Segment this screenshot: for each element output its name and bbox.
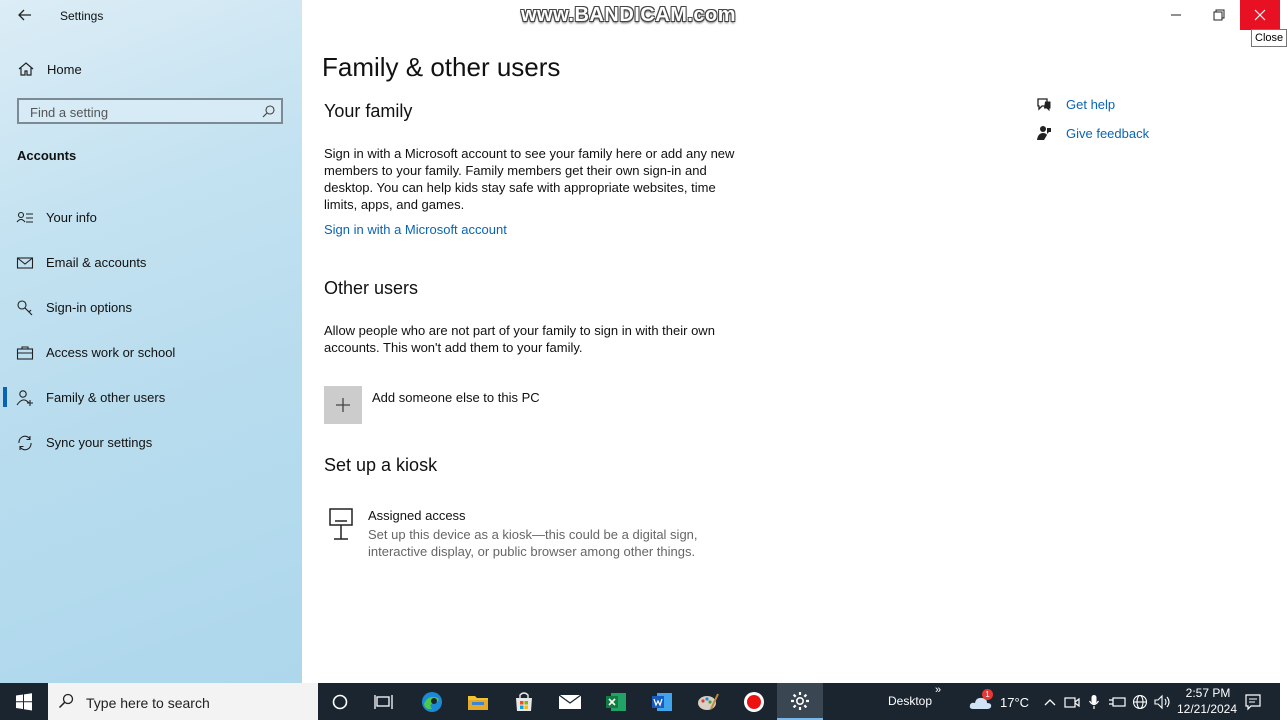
description-line: Sign in with a Microsoft account to see your family here or add any new — [324, 146, 735, 161]
sidebar-item-label: Family & other users — [46, 390, 166, 405]
mail-app-button[interactable] — [547, 683, 593, 720]
mail-icon — [558, 693, 582, 711]
assigned-access-description — [368, 526, 728, 560]
find-setting-box[interactable] — [17, 98, 283, 124]
briefcase-icon — [16, 344, 34, 362]
show-hidden-icons-button[interactable] — [1042, 683, 1058, 720]
add-user-button[interactable] — [324, 386, 362, 424]
minimize-icon — [1170, 9, 1182, 21]
clock-date[interactable]: 12/21/2024 — [1176, 702, 1238, 716]
record-icon — [743, 691, 765, 713]
sidebar-item-sign-in-options[interactable] — [0, 285, 302, 330]
description-line: interactive display, or public browser among other things. — [368, 544, 696, 559]
mail-icon — [16, 254, 34, 272]
task-view-icon — [374, 693, 394, 711]
power-button[interactable] — [1107, 683, 1127, 720]
back-arrow-icon[interactable] — [16, 6, 34, 24]
other-users-heading: Other users — [324, 278, 419, 298]
paint-button[interactable] — [685, 683, 731, 720]
close-tooltip: Close — [1251, 29, 1287, 47]
sidebar-item-label: Email & accounts — [46, 255, 147, 270]
cortana-icon — [331, 693, 349, 711]
battery-plug-icon — [1108, 695, 1126, 709]
sidebar-item-label: Sign-in options — [46, 300, 132, 315]
restore-button[interactable] — [1196, 0, 1241, 30]
key-icon — [16, 299, 34, 317]
recording-watermark: www.BANDICAM.com — [521, 4, 737, 26]
action-center-button[interactable] — [1242, 683, 1264, 720]
description-line: Set up this device as a kiosk—this could be a digital sign, — [368, 527, 698, 542]
weather-button[interactable] — [966, 683, 996, 720]
network-button[interactable] — [1130, 683, 1150, 720]
plus-icon — [335, 397, 351, 413]
sidebar-item-email-accounts[interactable] — [0, 240, 302, 285]
microphone-button[interactable] — [1085, 683, 1103, 720]
get-help-label[interactable]: Get help — [1066, 96, 1116, 112]
section-heading-accounts: Accounts — [17, 148, 77, 163]
chat-help-icon — [1036, 96, 1052, 112]
sidebar-item-label: Sync your settings — [46, 435, 153, 450]
meet-now-button[interactable] — [1063, 683, 1081, 720]
find-setting-input[interactable] — [28, 102, 262, 122]
description-line: desktop. You can help kids stay safe with appropriate websites, time — [324, 180, 716, 195]
feedback-icon — [1036, 125, 1052, 141]
kiosk-icon[interactable] — [328, 508, 354, 540]
kiosk-heading: Set up a kiosk — [324, 455, 438, 475]
file-explorer-icon — [467, 692, 489, 712]
sign-in-microsoft-link[interactable]: Sign in with a Microsoft account — [324, 222, 507, 237]
assigned-access-title[interactable]: Assigned access — [368, 508, 466, 523]
taskbar-search-input[interactable] — [84, 692, 308, 714]
cortana-button[interactable] — [317, 683, 363, 720]
word-button[interactable] — [639, 683, 685, 720]
task-view-button[interactable] — [361, 683, 407, 720]
chevron-up-icon — [1044, 697, 1056, 707]
sidebar-item-sync-settings[interactable] — [0, 420, 302, 465]
page-title: Family & other users — [322, 52, 561, 82]
settings-taskbar-button[interactable] — [777, 683, 823, 720]
edge-icon — [420, 690, 444, 714]
paint-icon — [696, 691, 720, 713]
microphone-icon — [1088, 694, 1100, 710]
contact-card-icon — [16, 209, 34, 227]
give-feedback-link[interactable] — [1036, 123, 1149, 143]
your-family-description — [324, 145, 734, 213]
store-button[interactable] — [501, 683, 547, 720]
description-line: Allow people who are not part of your family to sign in with their own — [324, 323, 715, 338]
word-icon — [651, 691, 673, 713]
close-button[interactable] — [1240, 0, 1280, 30]
clock-time[interactable]: 2:57 PM — [1185, 686, 1231, 700]
weather-alert-badge: 1 — [982, 689, 993, 700]
get-help-link[interactable] — [1036, 94, 1115, 114]
add-someone-label[interactable]: Add someone else to this PC — [372, 390, 540, 405]
description-line: limits, apps, and games. — [324, 197, 465, 212]
excel-icon — [605, 691, 627, 713]
sidebar-item-family-other-users[interactable] — [0, 375, 302, 420]
other-users-description — [324, 322, 715, 356]
speaker-icon — [1154, 694, 1172, 710]
description-line: members to your family. Family members get their own sign-in and — [324, 163, 707, 178]
home-nav-item[interactable] — [17, 58, 82, 80]
your-family-heading: Your family — [324, 101, 413, 121]
taskbar-search-box[interactable] — [48, 683, 318, 720]
title-bar-left — [0, 0, 302, 32]
sidebar — [0, 0, 302, 683]
give-feedback-label[interactable]: Give feedback — [1066, 125, 1150, 141]
home-label: Home — [47, 61, 82, 77]
sidebar-item-label: Access work or school — [46, 345, 176, 360]
search-icon — [58, 693, 74, 709]
sync-icon — [16, 434, 34, 452]
search-icon[interactable] — [262, 105, 275, 118]
person-add-icon — [16, 389, 34, 407]
restore-icon — [1213, 9, 1225, 21]
edge-button[interactable] — [409, 683, 455, 720]
sidebar-item-your-info[interactable] — [0, 195, 302, 240]
description-line: accounts. This won't add them to your family. — [324, 340, 583, 355]
accounts-nav — [0, 195, 302, 465]
sidebar-item-access-work[interactable] — [0, 330, 302, 375]
toolbar-expand-chevron-icon[interactable]: » — [935, 684, 942, 696]
start-button[interactable] — [0, 683, 48, 720]
file-explorer-button[interactable] — [455, 683, 501, 720]
notification-icon — [1245, 694, 1261, 710]
volume-button[interactable] — [1153, 683, 1173, 720]
excel-button[interactable] — [593, 683, 639, 720]
sidebar-item-label: Your info — [46, 210, 97, 225]
desktop-toolbar-label[interactable]: Desktop — [888, 694, 933, 708]
settings-icon — [790, 691, 810, 711]
store-icon — [513, 691, 535, 713]
camera-icon — [1064, 695, 1080, 709]
home-icon — [17, 60, 35, 78]
bandicam-button[interactable] — [731, 683, 777, 720]
taskbar — [0, 683, 1280, 720]
minimize-button[interactable] — [1153, 0, 1198, 30]
temperature-label[interactable]: 17°C — [1000, 695, 1030, 710]
windows-logo-icon — [15, 693, 33, 711]
app-title: Settings — [60, 9, 104, 23]
close-icon — [1254, 9, 1266, 21]
globe-network-icon — [1132, 694, 1148, 710]
